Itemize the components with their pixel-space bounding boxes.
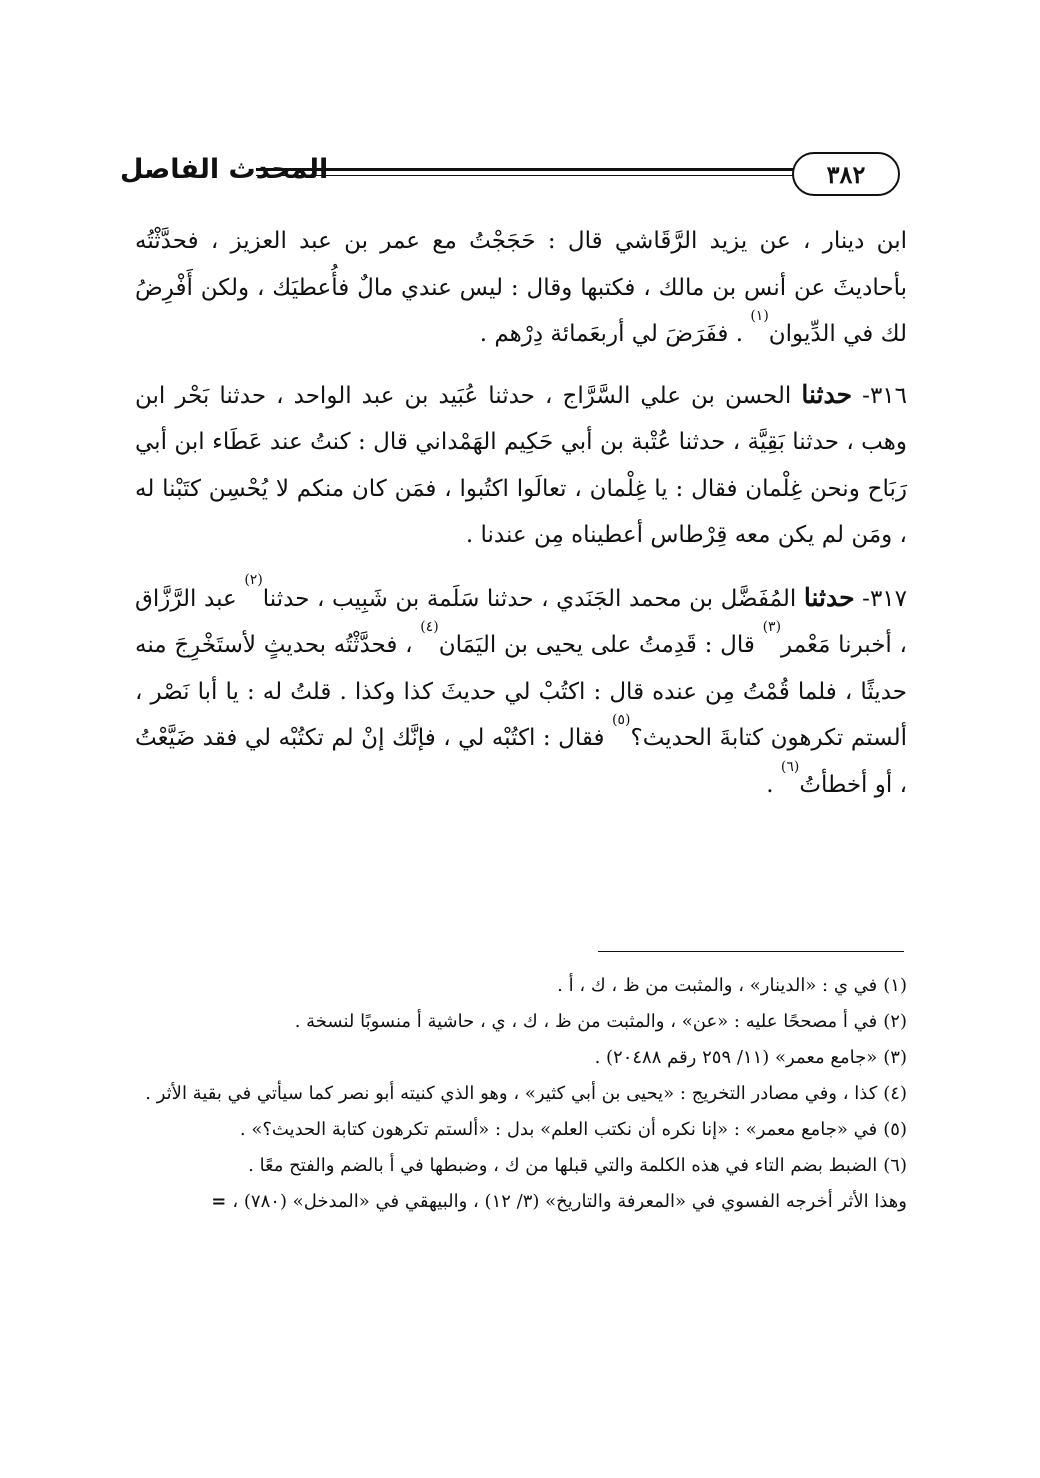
- page-header: [120, 150, 900, 204]
- haddathana-word: حدثنا: [803, 582, 855, 612]
- haddathana-word: حدثنا: [801, 379, 853, 409]
- footnote-number: (١): [883, 975, 907, 996]
- footnote-ref: (٢): [244, 571, 263, 588]
- header-rule: [256, 168, 794, 176]
- hadith-317: [135, 571, 908, 809]
- footnote-ref: (٥): [612, 712, 631, 728]
- footnote-number: (٥): [883, 1119, 907, 1140]
- footnote-text: في «جامع معمر» : «إنا نكره أن نكتب العلم» بدل : «ألستم تكرهون كتابة الحديث؟» .: [239, 1119, 878, 1140]
- footnote-text: في أ مصححًا عليه : «عن» ، والمثبت من ظ ، ك ، ي ، حاشية أ منسوبًا لنسخة .: [294, 1011, 878, 1032]
- footnote-text: «جامع معمر» (١١/ ٢٥٩ رقم ٢٠٤٨٨) .: [594, 1047, 878, 1068]
- hadith-text: قال : قَدِمتُ على يحيى بن اليَمَان: [438, 632, 763, 658]
- footnote-text: الضبط بضم التاء في هذه الكلمة والتي قبلها من ك ، وضبطها في أ بالضم والفتح معًا .: [248, 1155, 878, 1176]
- footnote-number: (٣): [883, 1047, 907, 1068]
- footnote-ref: (١): [750, 308, 769, 324]
- hadith-number: ٣١٦-: [862, 382, 907, 409]
- footnote-text: وهذا الأثر أخرجه الفسوي في «المعرفة والتاريخ» (٣/ ١٢) ، والبيهقي في «المدخل» (٧٨٠) ،: [232, 1191, 907, 1212]
- footnote-4: [135, 1076, 907, 1112]
- hadith-text: ، فحدَّثْتُه بحديثٍ لأستَخْرِجَ منه حديثًا ، فلما قُمْتُ مِن عنده قال : اكتُبْ لي حديثَ كذا وكذا . قلتُ له : يا أبا نَصْر ، ألستم تكرهون كتابةَ الحديث؟: [135, 632, 907, 751]
- footnote-2: [135, 1004, 907, 1040]
- footnote-number: (٦): [883, 1155, 907, 1176]
- footnote-ref: (٣): [762, 619, 782, 635]
- main-text: [135, 218, 907, 824]
- footnote-6-continuation: [135, 1184, 907, 1220]
- book-title: المحدث الفاصل: [120, 154, 329, 185]
- footnote-number: (٤): [883, 1083, 907, 1104]
- hadith-text: عبد الرَّزَّاق ، أخبرنا مَعْمر: [135, 585, 907, 658]
- footnote-5: [135, 1112, 907, 1148]
- footnote-3: [135, 1040, 907, 1076]
- footnote-separator: [598, 951, 904, 952]
- footnote-1: [135, 968, 907, 1004]
- paragraph-text: ابن دينار ، عن يزيد الرَّقَاشي قال : حَجَجْتُ مع عمر بن عبد العزيز ، فحدَّثْتُه بأحاديثَ عن أنس بن مالك ، فكتبها وقال : ليس عندي مالٌ فأُعطيَك ، ولكن أَفْرِضُ لك في الدِّيوان: [135, 228, 907, 347]
- hadith-text: فقال : اكتُبْه لي ، فإنَّك إنْ لم تكتُبْه لي فقد ضَيَّعْتُ ، أو أخطأتُ: [135, 725, 907, 798]
- paragraph-tail: . ففَرَضَ لي أربعَمائة دِرْهم .: [479, 321, 751, 347]
- footnote-ref: (٦): [780, 758, 800, 775]
- continuation-mark: =: [211, 1191, 227, 1212]
- footnote-number: (٢): [883, 1011, 907, 1032]
- hadith-text: الحسن بن علي السَّرَّاج ، حدثنا عُبَيد بن عبد الواحد ، حدثنا بَحْر ابن وهب ، حدثنا بَقِيَّة ، حدثنا عُتْبة بن أبي حَكِيم الهَمْداني قال : كنتُ عند عَطَاء ابن أبي رَبَاح ونحن غِلْمان فقال : يا غِلْمان ، تعالَوا اكتُبوا ، فمَن كان منكم لا يُحْسِن كتَبْنا له ، ومَن لم يكن معه قِرْطاس أعطيناه مِن عندنا .: [135, 382, 907, 548]
- footnote-6: [135, 1148, 907, 1184]
- hadith-text: المُفَضَّل بن محمد الجَنَدي ، حدثنا سَلَمة بن شَبِيب ، حدثنا: [262, 585, 804, 612]
- footnote-text: كذا ، وفي مصادر التخريج : «يحيى بن أبي كثير» ، وهو الذي كنيته أبو نصر كما سيأتي في بقية الأثر .: [145, 1083, 878, 1104]
- footnote-text: في ي : «الدينار» ، والمثبت من ظ ، ك ، أ .: [557, 975, 878, 996]
- footnote-ref: (٤): [420, 619, 439, 635]
- hadith-316: [135, 372, 907, 559]
- footnotes: [135, 968, 907, 1220]
- hadith-text: .: [766, 771, 781, 798]
- hadith-number: ٣١٧-: [862, 585, 908, 612]
- paragraph-continuation: [135, 218, 907, 358]
- page-number: ٣٨٢: [792, 152, 900, 196]
